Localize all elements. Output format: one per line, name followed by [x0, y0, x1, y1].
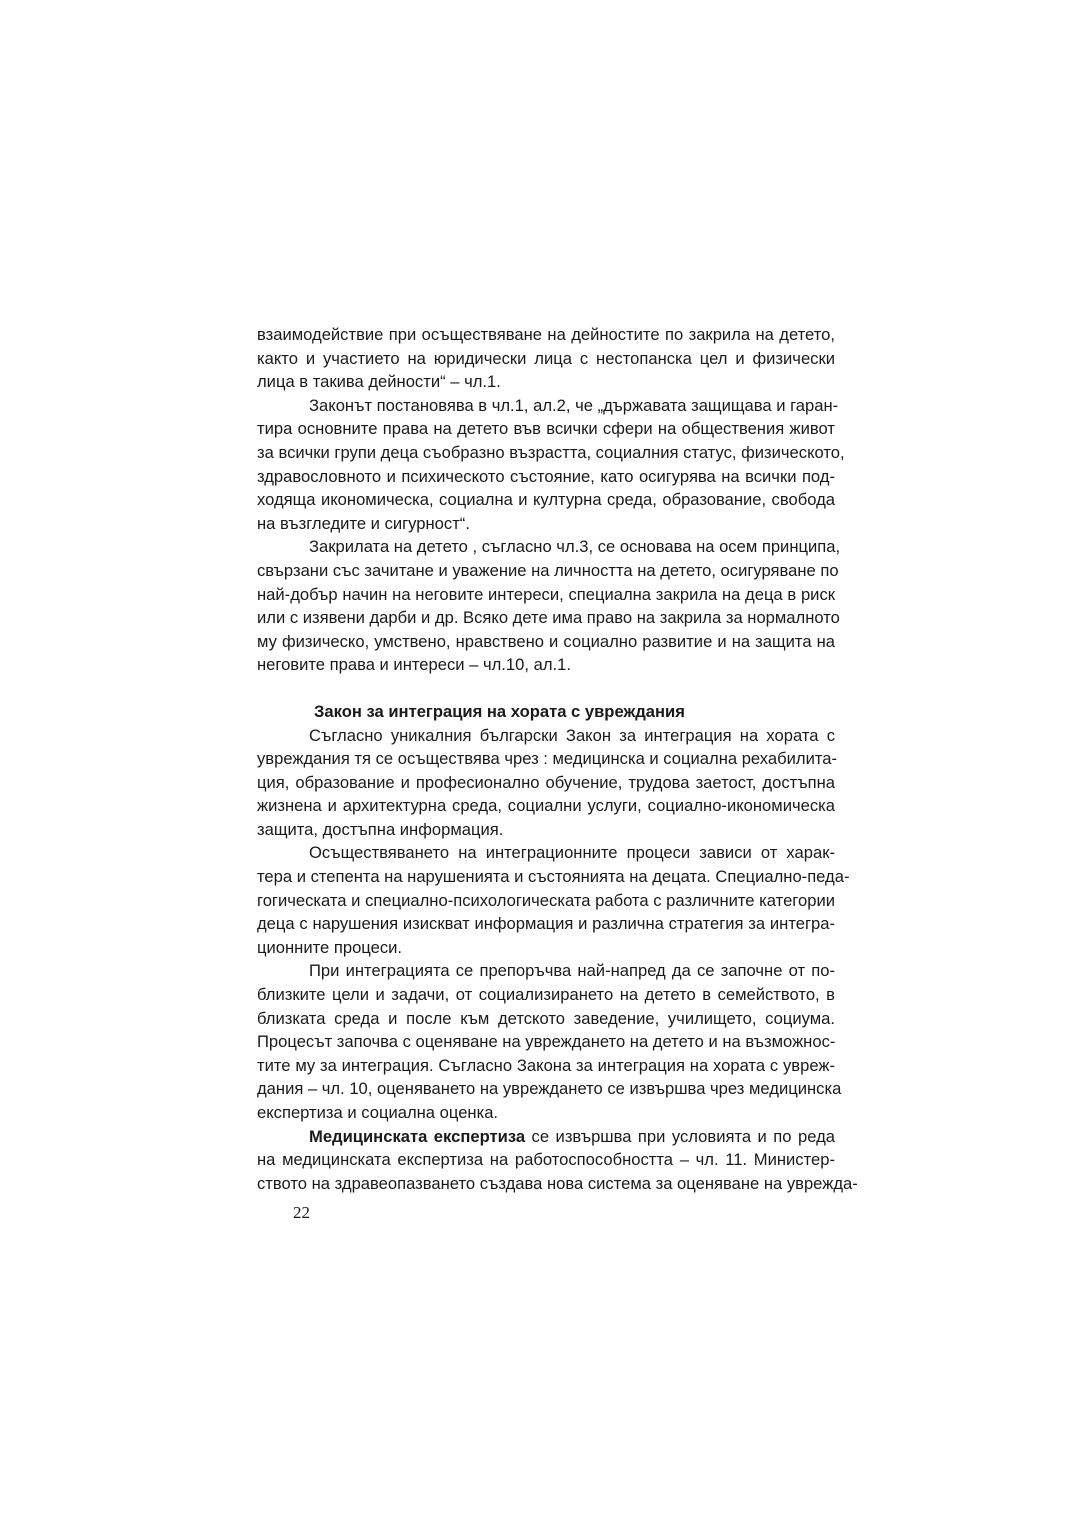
- paragraph-6: [257, 959, 842, 1124]
- text-fragment: се извършва при условията и по реда: [525, 1126, 835, 1146]
- text-line: тера и степента на нарушенията и състоянията на децата. Специално-педа-: [257, 867, 850, 887]
- page-number: 22: [293, 1203, 310, 1222]
- text-line: ходяща икономическа, социална и културна среда, образование, свобода: [257, 490, 835, 510]
- text-line: Законът постановява в чл.1, ал.2, че „държавата защищава и гаран-: [309, 395, 839, 415]
- text-line: на медицинската експертиза на работоспособността – чл. 11. Министер-: [257, 1150, 835, 1170]
- text-line: близките цели и задачи, от социализирането на детето в семейството, в: [257, 985, 835, 1005]
- paragraph-1: [257, 323, 835, 394]
- text-line: тира основните права на детето във всички сфери на обществения живот: [257, 419, 835, 439]
- text-line: деца с нарушения изискват информация и различна стратегия за интегра-: [257, 914, 835, 934]
- text-line: ционните процеси.: [257, 937, 403, 957]
- text-line: лица в такива дейности“ – чл.1.: [257, 372, 501, 392]
- section-heading: Закон за интеграция на хората с увреждания: [314, 701, 685, 721]
- text-line: ството на здравеопазването създава нова система за оценяване на уврежда-: [257, 1173, 858, 1193]
- text-line: Осъществяването на интеграционните процеси зависи от харак-: [309, 843, 835, 863]
- text-line: или с изявени дарби и др. Всяко дете има право на закрила за нормалното: [257, 608, 840, 628]
- text-line: близката среда и после към детското заведение, училището, социума.: [257, 1008, 835, 1028]
- text-line: [257, 1125, 835, 1149]
- text-line: експертиза и социална оценка.: [257, 1103, 499, 1122]
- text-line: здравословното и психическото състояние, като осигурява на всички под-: [257, 466, 835, 486]
- text-line: най-добър начин на неговите интереси, специална закрила на деца в риск: [257, 584, 835, 604]
- text-line: за всички групи деца съобразно възрастта, социалния статус, физическото,: [257, 442, 845, 462]
- paragraph-4: [257, 724, 838, 842]
- text-line: Съгласно уникалния български Закон за интеграция на хората с: [309, 725, 835, 745]
- text-line: дания – чл. 10, оценяването на увреждането се извършва чрез медицинска: [257, 1079, 842, 1099]
- section-spacer: [257, 677, 835, 697]
- text-line: Закрилата на детето , съгласно чл.3, се основава на осем принципа,: [309, 537, 841, 557]
- text-line: както и участието на юридически лица с нестопанска цел и физически: [257, 348, 835, 368]
- paragraph-5: [257, 841, 850, 959]
- text-line: взаимодействие при осъществяване на дейностите по закрила на детето,: [257, 325, 835, 344]
- text-line: увреждания тя се осъществява чрез : медицинска и социална рехабилита-: [257, 749, 838, 769]
- paragraph-2: [257, 394, 845, 536]
- text-line: ция, образование и професионално обучение, трудова заетост, достъпна: [257, 772, 835, 792]
- page-body-text: [257, 323, 858, 1195]
- paragraph-3: [257, 535, 841, 677]
- text-line: гогическата и специално-психологическата работа с различните категории: [257, 890, 835, 910]
- text-line: Процесът започва с оценяване на увреждането на детето и на възможнос-: [257, 1032, 836, 1052]
- text-line: му физическо, умствено, нравствено и социално развитие и на защита на: [257, 631, 835, 651]
- text-line: При интеграцията се препоръчва най-напред да се започне от по-: [309, 961, 835, 981]
- paragraph-7: [257, 1125, 858, 1196]
- text-line: неговите права и интереси – чл.10, ал.1.: [257, 655, 571, 675]
- text-line: свързани със зачитане и уважение на личността на детето, осигуряване по: [257, 560, 839, 580]
- bold-term: Медицинската експертиза: [309, 1126, 526, 1146]
- text-line: жизнена и архитектурна среда, социални услуги, социално-икономическа: [257, 796, 835, 816]
- text-line: защита, достъпна информация.: [257, 819, 504, 839]
- text-line: тите му за интеграция. Съгласно Закона за интеграция на хората с увреж-: [257, 1055, 835, 1075]
- text-line: на възгледите и сигурност“.: [257, 513, 470, 533]
